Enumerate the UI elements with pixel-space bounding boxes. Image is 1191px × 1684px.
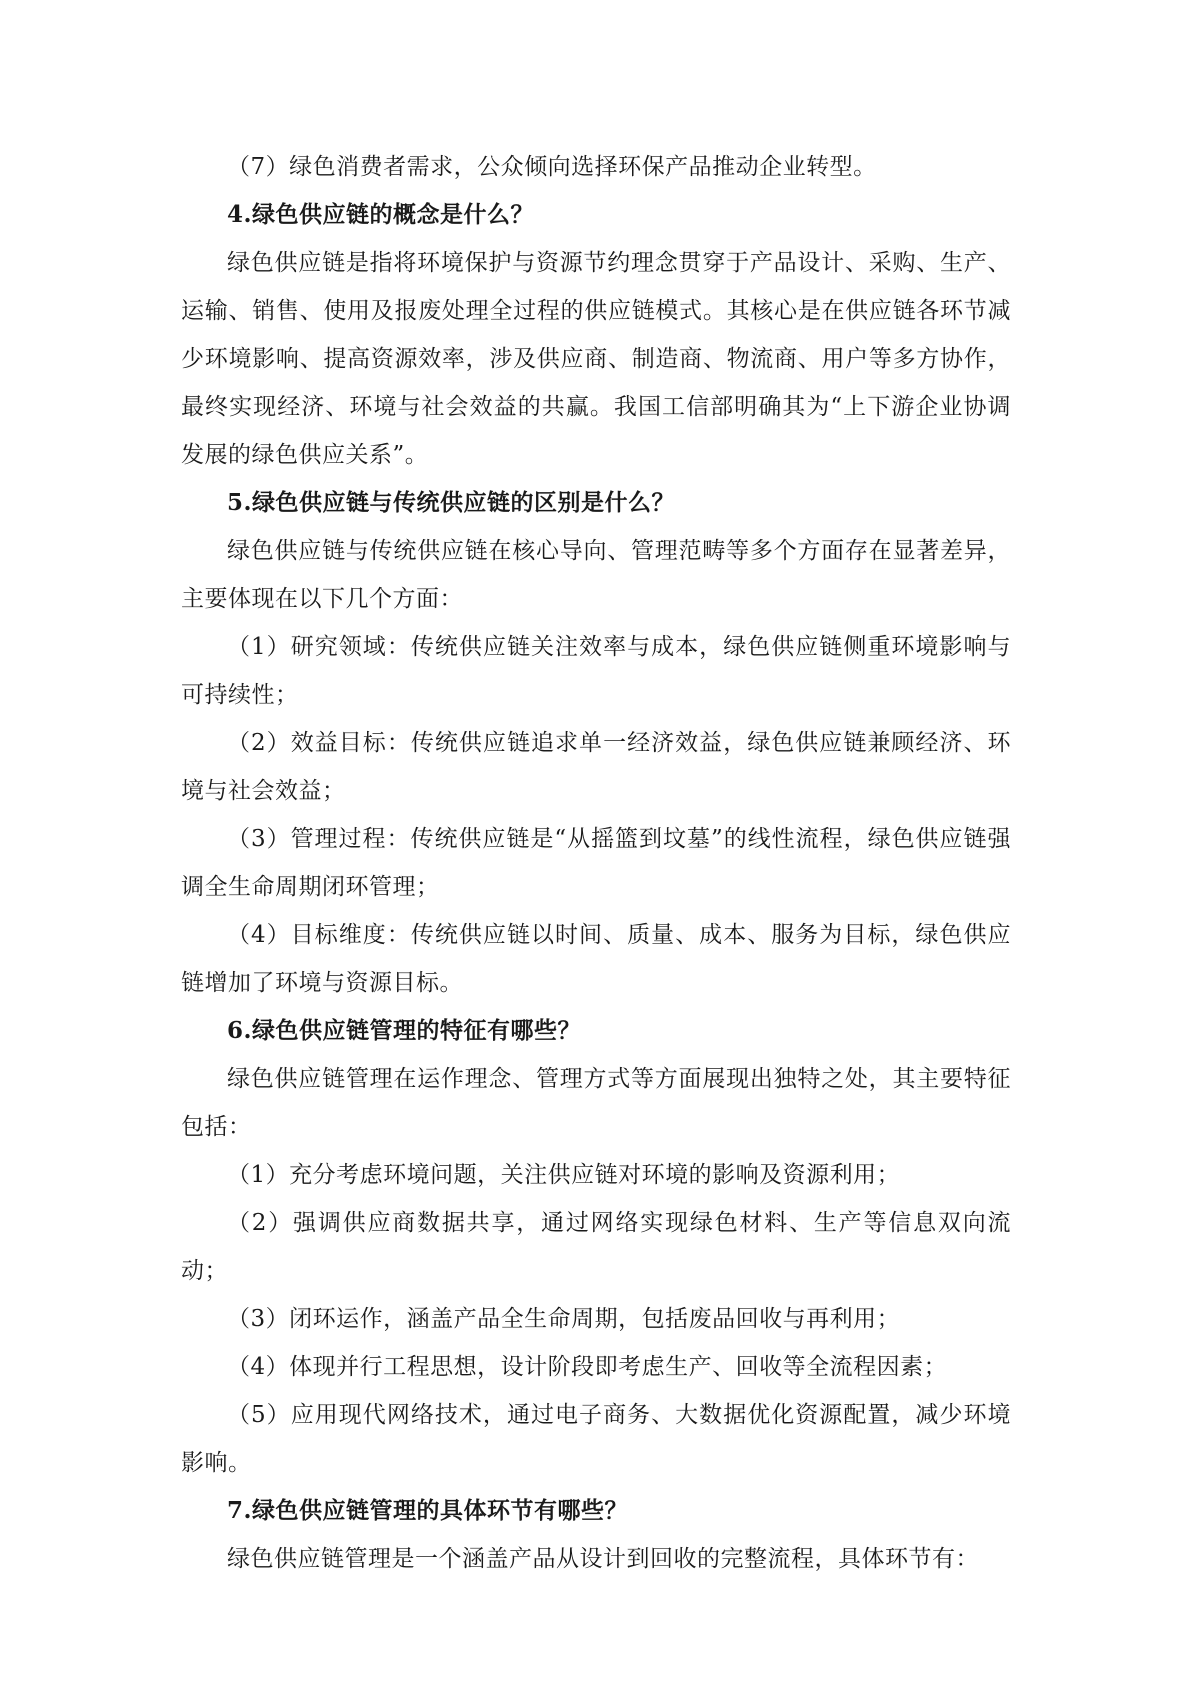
paragraph: （7）绿色消费者需求，公众倾向选择环保产品推动企业转型。: [227, 154, 877, 180]
paragraph: 绿色供应链是指将环境保护与资源节约理念贯穿于产品设计、采购、生产、运输、销售、使用及报废处理全过程的供应链模式。其核心是在供应链各环节减少环境影响、提高资源效率，涉及供应商、制造商、物流商、用户等多方协作，最终实现经济、环境与社会效益的共赢。我国工信部明确其为“上下游企业协调发展的绿色供应关系”。: [181, 250, 1011, 468]
paragraph: 绿色供应链与传统供应链在核心导向、管理范畴等多个方面存在显著差异，主要体现在以下几个方面：: [181, 538, 1011, 612]
list-item: （2）效益目标：传统供应链追求单一经济效益，绿色供应链兼顾经济、环境与社会效益；: [181, 730, 1011, 804]
list-item: （4）目标维度：传统供应链以时间、质量、成本、服务为目标，绿色供应链增加了环境与资源目标。: [181, 922, 1011, 996]
list-item: （4）体现并行工程思想，设计阶段即考虑生产、回收等全流程因素；: [227, 1354, 948, 1380]
section-heading: 7.绿色供应链管理的具体环节有哪些？: [227, 1497, 629, 1524]
section-heading: 6.绿色供应链管理的特征有哪些？: [227, 1017, 582, 1044]
list-item: （1）充分考虑环境问题，关注供应链对环境的影响及资源利用；: [227, 1162, 901, 1188]
document-page: [181, 143, 1011, 1583]
list-item: （3）管理过程：传统供应链是“从摇篮到坟墓”的线性流程，绿色供应链强调全生命周期闭环管理；: [181, 826, 1011, 900]
section-heading: 4.绿色供应链的概念是什么？: [227, 201, 535, 228]
section-heading: 5.绿色供应链与传统供应链的区别是什么？: [227, 489, 676, 516]
list-item: （1）研究领域：传统供应链关注效率与成本，绿色供应链侧重环境影响与可持续性；: [181, 634, 1011, 708]
list-item: （5）应用现代网络技术，通过电子商务、大数据优化资源配置，减少环境影响。: [181, 1402, 1011, 1476]
list-item: （3）闭环运作，涵盖产品全生命周期，包括废品回收与再利用；: [227, 1306, 901, 1332]
list-item: （2）强调供应商数据共享，通过网络实现绿色材料、生产等信息双向流动；: [181, 1210, 1011, 1284]
paragraph: 绿色供应链管理是一个涵盖产品从设计到回收的完整流程，具体环节有：: [227, 1546, 979, 1572]
paragraph: 绿色供应链管理在运作理念、管理方式等方面展现出独特之处，其主要特征包括：: [181, 1066, 1011, 1140]
